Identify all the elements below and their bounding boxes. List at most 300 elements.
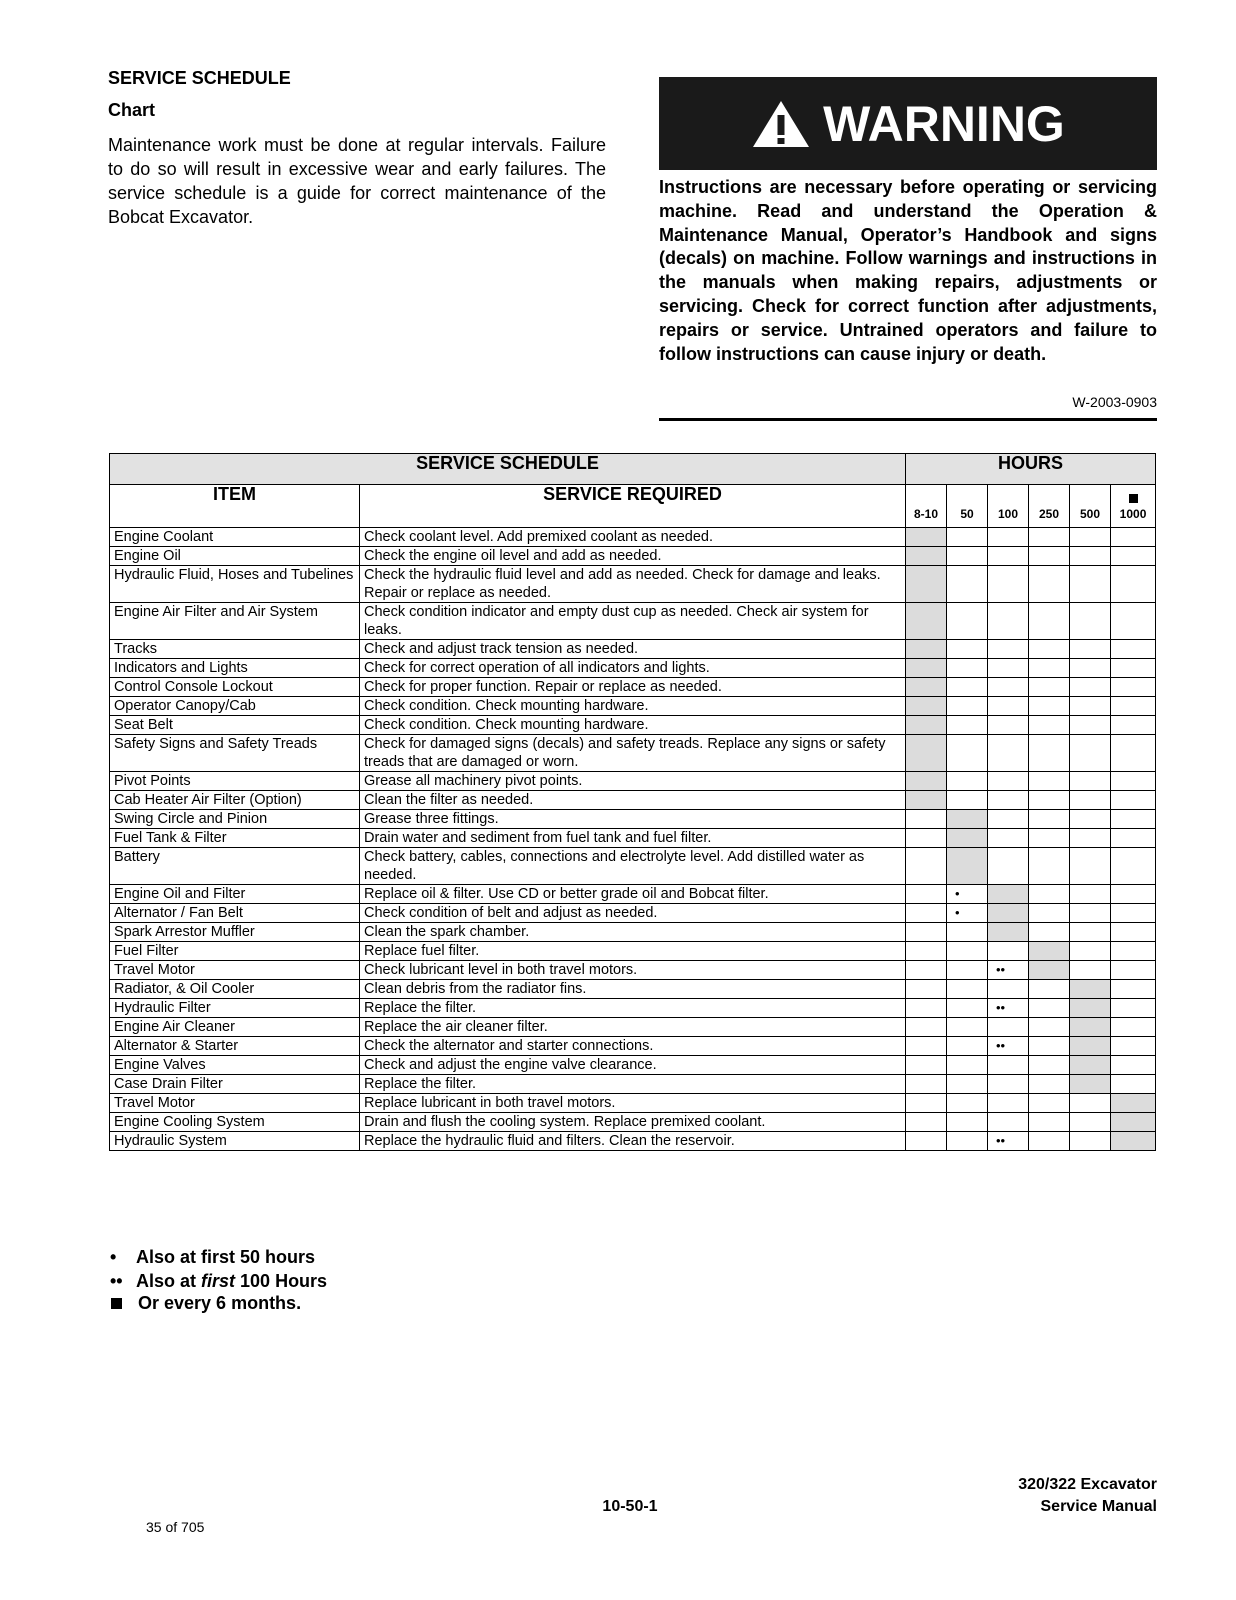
warning-banner <box>659 77 1157 170</box>
hour-cell <box>947 942 988 961</box>
hour-cell <box>947 528 988 547</box>
table-row <box>110 1018 1156 1037</box>
hour-cell <box>1070 678 1111 697</box>
hour-cell <box>1111 810 1156 829</box>
hour-cell <box>1070 923 1111 942</box>
item-cell: Engine Valves <box>110 1056 360 1075</box>
hour-cell <box>1111 659 1156 678</box>
hour-cell <box>906 678 947 697</box>
item-cell: Travel Motor <box>110 1094 360 1113</box>
service-cell: Check condition of belt and adjust as needed. <box>360 904 906 923</box>
hour-cell <box>1111 791 1156 810</box>
hour-cell <box>947 772 988 791</box>
hour-cell <box>947 1132 988 1151</box>
hour-cell <box>1070 659 1111 678</box>
hour-cell <box>947 1018 988 1037</box>
footnote-dot-mark: • <box>110 1247 117 1267</box>
interval-mark: • <box>955 905 960 920</box>
service-cell: Clean the filter as needed. <box>360 791 906 810</box>
hour-header: 250 <box>1029 485 1070 528</box>
hour-cell <box>906 603 947 640</box>
service-cell: Replace the air cleaner filter. <box>360 1018 906 1037</box>
hour-cell <box>988 603 1029 640</box>
hour-cell <box>1029 528 1070 547</box>
table-row <box>110 885 1156 904</box>
hour-cell <box>1029 904 1070 923</box>
table-row <box>110 810 1156 829</box>
hour-cell <box>988 923 1029 942</box>
section-heading: SERVICE SCHEDULE <box>108 68 291 88</box>
table-row <box>110 1075 1156 1094</box>
hour-cell <box>906 1075 947 1094</box>
hour-cell <box>1111 999 1156 1018</box>
hour-cell <box>1111 716 1156 735</box>
item-cell: Swing Circle and Pinion <box>110 810 360 829</box>
footnote-text: Also at first 50 hours <box>136 1247 316 1267</box>
hour-cell <box>906 810 947 829</box>
footer-model: 320/322 Excavator <box>1018 1476 1157 1493</box>
col-service-header: SERVICE REQUIRED <box>360 485 906 528</box>
hour-cell <box>947 1113 988 1132</box>
hour-cell <box>1029 1075 1070 1094</box>
item-cell: Safety Signs and Safety Treads <box>110 735 360 772</box>
hour-cell <box>988 1075 1029 1094</box>
hour-cell <box>1029 659 1070 678</box>
hour-cell <box>1111 603 1156 640</box>
hour-cell <box>988 547 1029 566</box>
hour-cell <box>1111 1075 1156 1094</box>
hour-cell <box>1070 1075 1111 1094</box>
table-row <box>110 923 1156 942</box>
hour-cell <box>1029 566 1070 603</box>
hour-cell <box>1070 791 1111 810</box>
item-cell: Case Drain Filter <box>110 1075 360 1094</box>
item-cell: Alternator & Starter <box>110 1037 360 1056</box>
hour-cell <box>1070 1056 1111 1075</box>
hour-cell <box>1111 848 1156 885</box>
table-row <box>110 829 1156 848</box>
hour-cell <box>947 659 988 678</box>
item-cell: Alternator / Fan Belt <box>110 904 360 923</box>
footnote-text-pre: Also at <box>136 1271 202 1291</box>
hour-cell <box>906 716 947 735</box>
hour-cell <box>1029 697 1070 716</box>
service-cell: Check for damaged signs (decals) and safety treads. Replace any signs or safety treads that are damaged or worn. <box>360 735 906 772</box>
hour-cell <box>947 923 988 942</box>
section-subheading: Chart <box>108 100 156 120</box>
service-cell: Check and adjust track tension as needed. <box>360 640 906 659</box>
service-cell: Check condition. Check mounting hardware. <box>360 716 906 735</box>
service-cell: Check for correct operation of all indicators and lights. <box>360 659 906 678</box>
hour-cell <box>1111 547 1156 566</box>
hour-cell <box>1029 999 1070 1018</box>
hour-cell <box>1111 1113 1156 1132</box>
footnote-text-em: first <box>201 1271 236 1291</box>
hour-cell <box>947 961 988 980</box>
hour-cell <box>988 1056 1029 1075</box>
table-body <box>110 528 1156 1151</box>
hour-cell <box>1029 810 1070 829</box>
hour-cell <box>947 810 988 829</box>
footnote-dot-mark: •• <box>110 1271 123 1291</box>
interval-mark: •• <box>996 1133 1006 1148</box>
hour-cell <box>1029 923 1070 942</box>
service-cell: Check battery, cables, connections and electrolyte level. Add distilled water as needed. <box>360 848 906 885</box>
hour-cell <box>1070 885 1111 904</box>
hour-cell <box>906 566 947 603</box>
footnote-two-dot <box>110 1271 327 1292</box>
hour-cell <box>906 640 947 659</box>
hour-cell <box>1070 999 1111 1018</box>
hour-cell <box>906 791 947 810</box>
hour-cell <box>1029 961 1070 980</box>
hour-cell <box>1029 640 1070 659</box>
service-cell: Replace lubricant in both travel motors. <box>360 1094 906 1113</box>
hour-cell <box>1070 961 1111 980</box>
footer-page-code: 10-50-1 <box>602 1498 658 1515</box>
hour-cell <box>1070 735 1111 772</box>
hour-cell <box>1070 810 1111 829</box>
item-cell: Hydraulic Fluid, Hoses and Tubelines <box>110 566 360 603</box>
table-row <box>110 528 1156 547</box>
interval-mark: •• <box>996 962 1006 977</box>
item-cell: Hydraulic System <box>110 1132 360 1151</box>
hours-title: HOURS <box>906 454 1156 485</box>
service-cell: Check the hydraulic fluid level and add as needed. Check for damage and leaks. Repair or replace as needed. <box>360 566 906 603</box>
service-cell: Check lubricant level in both travel motors. <box>360 961 906 980</box>
item-cell: Fuel Tank & Filter <box>110 829 360 848</box>
hour-cell <box>1070 829 1111 848</box>
hour-cell <box>947 848 988 885</box>
hour-cell <box>988 697 1029 716</box>
table-row <box>110 716 1156 735</box>
service-cell: Replace the filter. <box>360 999 906 1018</box>
hour-cell <box>1070 566 1111 603</box>
item-cell: Battery <box>110 848 360 885</box>
table-row <box>110 547 1156 566</box>
item-cell: Engine Oil and Filter <box>110 885 360 904</box>
hour-cell <box>1111 1018 1156 1037</box>
hour-cell <box>1111 678 1156 697</box>
warning-triangle-icon <box>751 99 811 149</box>
item-cell: Engine Coolant <box>110 528 360 547</box>
hour-cell <box>947 980 988 999</box>
hour-cell <box>988 999 1029 1018</box>
hour-cell <box>988 566 1029 603</box>
hour-cell <box>906 961 947 980</box>
table-title: SERVICE SCHEDULE <box>110 454 906 485</box>
hour-cell <box>906 829 947 848</box>
service-cell: Drain and flush the cooling system. Replace premixed coolant. <box>360 1113 906 1132</box>
item-cell: Cab Heater Air Filter (Option) <box>110 791 360 810</box>
hour-cell <box>906 942 947 961</box>
hour-cell <box>1070 1113 1111 1132</box>
service-cell: Replace fuel filter. <box>360 942 906 961</box>
hour-cell <box>988 1094 1029 1113</box>
interval-mark: •• <box>996 1038 1006 1053</box>
hour-cell <box>1070 942 1111 961</box>
hour-cell <box>1029 735 1070 772</box>
hour-cell <box>1029 716 1070 735</box>
hour-cell <box>988 1113 1029 1132</box>
hour-cell <box>906 547 947 566</box>
hour-cell <box>1111 735 1156 772</box>
table-row <box>110 980 1156 999</box>
warning-text: Instructions are necessary before operating or servicing machine. Read and understand the Operation & Maintenance Manual, Operator’s Handbook and signs (decals) on machine. Follow warnings and instructions in the manuals when making repairs, adjustments or servicing. Check for correct function after adjustments, repairs or service. Untrained operators and failure to follow instructions can cause injury or death. <box>659 177 1157 364</box>
table-row <box>110 772 1156 791</box>
item-cell: Engine Air Cleaner <box>110 1018 360 1037</box>
hour-cell <box>906 528 947 547</box>
service-cell: Check condition. Check mounting hardware. <box>360 697 906 716</box>
hour-cell <box>1070 697 1111 716</box>
hour-cell <box>906 1037 947 1056</box>
hour-cell <box>1029 547 1070 566</box>
item-cell: Fuel Filter <box>110 942 360 961</box>
item-cell: Indicators and Lights <box>110 659 360 678</box>
hour-cell <box>988 772 1029 791</box>
hour-cell <box>1111 1132 1156 1151</box>
hour-cell <box>947 716 988 735</box>
hour-header-label: 1000 <box>1119 507 1147 521</box>
hour-header: 500 <box>1070 485 1111 528</box>
hour-cell <box>906 1018 947 1037</box>
hour-cell <box>1111 1094 1156 1113</box>
hour-cell <box>1111 829 1156 848</box>
footnote-text: Or every 6 months. <box>138 1293 302 1313</box>
hour-cell <box>947 885 988 904</box>
hour-header: 50 <box>947 485 988 528</box>
interval-mark: •• <box>996 1000 1006 1015</box>
hour-cell <box>906 772 947 791</box>
hour-cell <box>1070 1094 1111 1113</box>
service-cell: Clean debris from the radiator fins. <box>360 980 906 999</box>
footer-page-count: 35 of 705 <box>146 1519 205 1535</box>
table-row <box>110 566 1156 603</box>
table-row <box>110 1094 1156 1113</box>
item-cell: Operator Canopy/Cab <box>110 697 360 716</box>
footnote-one-dot <box>110 1247 315 1268</box>
warning-title: WARNING <box>823 95 1065 152</box>
table-row <box>110 1037 1156 1056</box>
hour-cell <box>1070 904 1111 923</box>
intro-paragraph: Maintenance work must be done at regular intervals. Failure to do so will result in excessive wear and early failures. The service schedule is a guide for correct maintenance of the Bobcat Excavator. <box>108 135 606 227</box>
hour-cell <box>988 791 1029 810</box>
hour-cell <box>1111 980 1156 999</box>
service-cell: Check coolant level. Add premixed coolant as needed. <box>360 528 906 547</box>
hour-cell <box>947 566 988 603</box>
hour-cell <box>988 848 1029 885</box>
hour-cell <box>906 848 947 885</box>
hour-cell <box>906 980 947 999</box>
service-cell: Replace the filter. <box>360 1075 906 1094</box>
hour-cell <box>1029 772 1070 791</box>
hour-cell <box>1111 942 1156 961</box>
hour-cell <box>988 528 1029 547</box>
hour-cell <box>947 791 988 810</box>
hour-cell <box>988 942 1029 961</box>
service-cell: Check the alternator and starter connections. <box>360 1037 906 1056</box>
hour-cell <box>1070 1037 1111 1056</box>
square-marker-icon <box>1129 494 1138 503</box>
hour-cell <box>1029 791 1070 810</box>
table-row <box>110 904 1156 923</box>
hour-cell <box>988 735 1029 772</box>
warning-divider <box>659 418 1157 421</box>
hour-cell <box>988 980 1029 999</box>
hour-cell <box>1029 1113 1070 1132</box>
hour-cell <box>1111 1056 1156 1075</box>
table-row <box>110 999 1156 1018</box>
hour-cell <box>1029 603 1070 640</box>
table-row <box>110 659 1156 678</box>
service-cell: Check condition indicator and empty dust cup as needed. Check air system for leaks. <box>360 603 906 640</box>
hour-cell <box>1029 829 1070 848</box>
table-header-row <box>110 485 1156 528</box>
hour-cell <box>1070 980 1111 999</box>
service-cell: Clean the spark chamber. <box>360 923 906 942</box>
warning-code: W-2003-0903 <box>1072 394 1157 410</box>
hour-cell <box>988 904 1029 923</box>
hour-cell <box>1111 697 1156 716</box>
item-cell: Engine Oil <box>110 547 360 566</box>
hour-cell <box>947 547 988 566</box>
hour-cell <box>988 829 1029 848</box>
hour-cell <box>1029 1018 1070 1037</box>
table-row <box>110 1056 1156 1075</box>
hour-cell <box>947 697 988 716</box>
hour-cell <box>906 923 947 942</box>
hour-cell <box>988 659 1029 678</box>
service-cell: Grease three fittings. <box>360 810 906 829</box>
hour-cell <box>1070 716 1111 735</box>
footer-manual: Service Manual <box>1040 1498 1157 1515</box>
hour-cell <box>906 1056 947 1075</box>
hour-cell <box>947 1037 988 1056</box>
hour-cell <box>947 1094 988 1113</box>
hour-header-1000 <box>1111 485 1156 528</box>
hour-cell <box>906 999 947 1018</box>
square-marker-icon <box>111 1298 122 1309</box>
hour-cell <box>1070 848 1111 885</box>
item-cell: Tracks <box>110 640 360 659</box>
hour-cell <box>1111 1037 1156 1056</box>
hour-cell <box>988 1018 1029 1037</box>
item-cell: Control Console Lockout <box>110 678 360 697</box>
service-schedule-table <box>109 453 1156 1151</box>
service-cell: Drain water and sediment from fuel tank and fuel filter. <box>360 829 906 848</box>
hour-header: 100 <box>988 485 1029 528</box>
hour-cell <box>1070 1132 1111 1151</box>
hour-cell <box>1111 904 1156 923</box>
service-cell: Check the engine oil level and add as needed. <box>360 547 906 566</box>
table-row <box>110 678 1156 697</box>
hour-cell <box>1029 980 1070 999</box>
hour-cell <box>1111 961 1156 980</box>
service-cell: Check and adjust the engine valve clearance. <box>360 1056 906 1075</box>
hour-cell <box>1029 1056 1070 1075</box>
hour-cell <box>947 1056 988 1075</box>
hour-cell <box>988 1132 1029 1151</box>
hour-cell <box>988 1037 1029 1056</box>
table-row <box>110 791 1156 810</box>
table-row <box>110 1132 1156 1151</box>
hour-cell <box>947 678 988 697</box>
item-cell: Travel Motor <box>110 961 360 980</box>
table-title-row <box>110 454 1156 485</box>
hour-cell <box>906 1132 947 1151</box>
table-row <box>110 697 1156 716</box>
hour-cell <box>947 1075 988 1094</box>
interval-mark: • <box>955 886 960 901</box>
item-cell: Hydraulic Filter <box>110 999 360 1018</box>
footnote-square <box>110 1293 301 1314</box>
item-cell: Engine Cooling System <box>110 1113 360 1132</box>
hour-cell <box>988 810 1029 829</box>
hour-cell <box>1111 885 1156 904</box>
hour-cell <box>1111 640 1156 659</box>
hour-cell <box>947 999 988 1018</box>
item-cell: Radiator, & Oil Cooler <box>110 980 360 999</box>
hour-cell <box>947 603 988 640</box>
item-cell: Spark Arrestor Muffler <box>110 923 360 942</box>
hour-cell <box>906 735 947 772</box>
hour-cell <box>1029 848 1070 885</box>
hour-cell <box>947 640 988 659</box>
hour-cell <box>1029 942 1070 961</box>
hour-cell <box>906 1094 947 1113</box>
hour-cell <box>1070 772 1111 791</box>
item-cell: Seat Belt <box>110 716 360 735</box>
hour-cell <box>988 961 1029 980</box>
hour-cell <box>1070 528 1111 547</box>
hour-cell <box>906 885 947 904</box>
table-row <box>110 603 1156 640</box>
hour-cell <box>1111 923 1156 942</box>
hour-cell <box>1111 528 1156 547</box>
col-item-header: ITEM <box>110 485 360 528</box>
table-row <box>110 942 1156 961</box>
table-row <box>110 848 1156 885</box>
table-row <box>110 1113 1156 1132</box>
hour-cell <box>947 904 988 923</box>
hour-cell <box>906 697 947 716</box>
hour-cell <box>906 1113 947 1132</box>
hour-cell <box>988 885 1029 904</box>
hour-cell <box>1029 885 1070 904</box>
hour-cell <box>1070 603 1111 640</box>
service-cell: Grease all machinery pivot points. <box>360 772 906 791</box>
hour-cell <box>1029 1094 1070 1113</box>
item-cell: Pivot Points <box>110 772 360 791</box>
table-row <box>110 735 1156 772</box>
hour-cell <box>1070 640 1111 659</box>
table-row <box>110 961 1156 980</box>
footnote-text-post: 100 Hours <box>235 1271 328 1291</box>
hour-header: 8-10 <box>906 485 947 528</box>
service-cell: Replace the hydraulic fluid and filters. Clean the reservoir. <box>360 1132 906 1151</box>
hour-cell <box>906 904 947 923</box>
hour-cell <box>988 716 1029 735</box>
hour-cell <box>988 640 1029 659</box>
hour-cell <box>947 829 988 848</box>
hour-cell <box>988 678 1029 697</box>
hour-cell <box>1070 547 1111 566</box>
hour-cell <box>1029 1037 1070 1056</box>
service-cell: Check for proper function. Repair or replace as needed. <box>360 678 906 697</box>
hour-cell <box>1029 678 1070 697</box>
hour-cell <box>1111 566 1156 603</box>
table-row <box>110 640 1156 659</box>
